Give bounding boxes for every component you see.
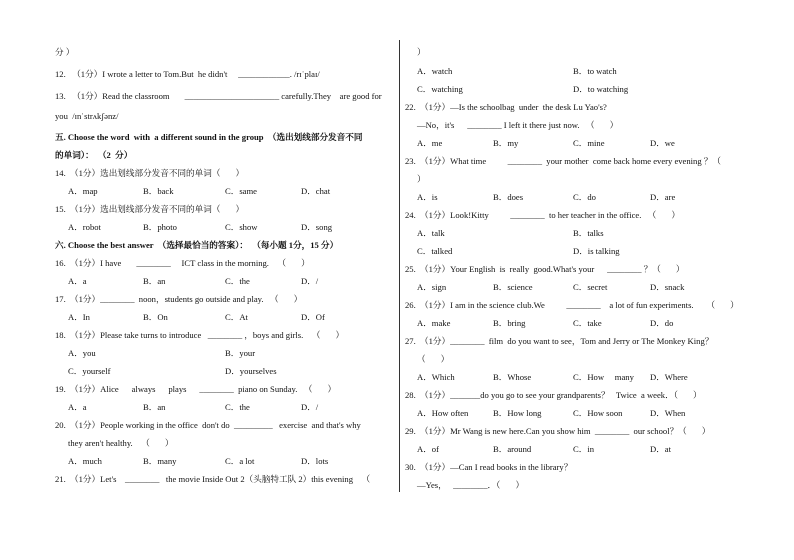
option-d: D．is talking xyxy=(573,246,620,256)
option-d: D．yourselves xyxy=(225,366,277,376)
option-c: C．At xyxy=(225,312,248,322)
question-14: 14. （1分）选出划线部分发音不同的单词（ ） xyxy=(55,168,245,178)
option-b: B．my xyxy=(493,138,519,148)
option-b: B．an xyxy=(143,276,166,286)
question-30: 30. （1分）—Can I read books in the library？ xyxy=(405,462,573,472)
option-c: C．yourself xyxy=(68,366,111,376)
option-d: D．song xyxy=(301,222,333,232)
question-23: 23. （1分）What time ________ your mother come back home every evening ？（ xyxy=(405,156,721,166)
option-a: A．me xyxy=(417,138,443,148)
option-a: A．map xyxy=(68,186,98,196)
option-b: B．many xyxy=(143,456,177,466)
option-a: A．In xyxy=(68,312,90,322)
option-d: D．do xyxy=(650,318,674,328)
text-line: （ ） xyxy=(417,354,450,364)
option-b: B．around xyxy=(493,444,532,454)
option-b: B．bring xyxy=(493,318,526,328)
option-c: C．the xyxy=(225,276,250,286)
option-d: D．Of xyxy=(301,312,325,322)
question-18: 18. （1分）Please take turns to introduce ________ ，boys and girls. （ ） xyxy=(55,330,345,340)
option-c: C．secret xyxy=(573,282,608,292)
question-12: 12. （1分）I wrote a letter to Tom.But he didn't ____________. /rɪˈplaɪ/ xyxy=(55,69,320,79)
option-c: C．in xyxy=(573,444,595,454)
option-d: D．lots xyxy=(301,456,329,466)
column-divider xyxy=(399,40,400,492)
option-b: B．science xyxy=(493,282,533,292)
question-15: 15. （1分）选出划线部分发音不同的单词（ ） xyxy=(55,204,245,214)
option-b: B．Whose xyxy=(493,372,532,382)
option-a: A．watch xyxy=(417,66,453,76)
question-28: 28. （1分）_______do you go to see your grandparents？ Twice a week．（ ） xyxy=(405,390,702,400)
option-c: C．same xyxy=(225,186,257,196)
question-25: 25. （1分）Your English is really good.What's your ________ ？（ ） xyxy=(405,264,685,274)
question-20: 20. （1分）People working in the office don't do _________ exercise and that's why xyxy=(55,420,361,430)
option-d: D．snack xyxy=(650,282,685,292)
text-line: ） xyxy=(417,47,426,57)
option-b: B．your xyxy=(225,348,256,358)
section-5-heading-cont: 的单词）： （2 分） xyxy=(55,150,133,160)
option-d: D．When xyxy=(650,408,686,418)
question-17: 17. （1分）________ noon，students go outside and play. （ ） xyxy=(55,294,303,304)
text-line: 分 ） xyxy=(55,47,75,57)
option-a: A．you xyxy=(68,348,96,358)
text-line: you /ɪnˈstrʌkʃənz/ xyxy=(55,111,119,121)
option-c: C．How many xyxy=(573,372,634,382)
option-c: C．a lot xyxy=(225,456,255,466)
option-c: C．show xyxy=(225,222,258,232)
option-a: A．sign xyxy=(417,282,447,292)
option-b: B．talks xyxy=(573,228,604,238)
option-c: C．watching xyxy=(417,84,463,94)
question-26: 26. （1分）I am in the science club.We ________ a lot of fun experiments. （ ） xyxy=(405,300,739,310)
option-c: C．talked xyxy=(417,246,453,256)
option-d: D．we xyxy=(650,138,675,148)
option-d: D．/ xyxy=(301,276,319,286)
question-21: 21. （1分）Let's ________ the movie Inside Out 2（头脑特工队 2）this evening （ xyxy=(55,474,371,484)
option-d: D．to watching xyxy=(573,84,629,94)
option-a: A．a xyxy=(68,402,87,412)
option-a: A．a xyxy=(68,276,87,286)
question-13: 13. （1分）Read the classroom ______________________ carefully.They are good for xyxy=(55,91,382,101)
section-5-heading: 五. Choose the word with a different sound in the group （选出划线部分发音不同 xyxy=(55,132,363,142)
option-a: A．Which xyxy=(417,372,455,382)
option-d: D．are xyxy=(650,192,676,202)
option-d: D．at xyxy=(650,444,672,454)
section-6-heading: 六. Choose the best answer （选择最恰当的答案）： （每小题 1分，15 分） xyxy=(55,240,339,250)
question-22: 22. （1分）—Is the schoolbag under the desk Lu Yao's? xyxy=(405,102,607,112)
option-b: B．On xyxy=(143,312,168,322)
option-a: A．of xyxy=(417,444,439,454)
option-d: D．/ xyxy=(301,402,319,412)
option-a: A．robot xyxy=(68,222,101,232)
option-c: C．do xyxy=(573,192,596,202)
question-16: 16. （1分）I have ________ ICT class in the morning. （ ） xyxy=(55,258,310,268)
option-a: A．much xyxy=(68,456,102,466)
option-a: A．talk xyxy=(417,228,445,238)
text-line: —Yes， ________．（ ） xyxy=(417,480,525,490)
option-c: C．the xyxy=(225,402,250,412)
option-b: B．does xyxy=(493,192,524,202)
question-27: 27. （1分）________ film do you want to see，Tom and Jerry or The Monkey King？ xyxy=(405,336,714,346)
option-c: C．How soon xyxy=(573,408,623,418)
option-b: B．back xyxy=(143,186,174,196)
option-d: D．Where xyxy=(650,372,688,382)
option-b: B．How long xyxy=(493,408,542,418)
question-29: 29. （1分）Mr Wang is new here.Can you show him ________ our school？（ ） xyxy=(405,426,711,436)
question-19: 19. （1分）Alice always plays ________ piano on Sunday. （ ） xyxy=(55,384,337,394)
option-a: A．How often xyxy=(417,408,469,418)
option-a: A．is xyxy=(417,192,438,202)
option-b: B．photo xyxy=(143,222,177,232)
option-c: C．take xyxy=(573,318,602,328)
question-24: 24. （1分）Look!Kitty ________ to her teacher in the office. （ ） xyxy=(405,210,681,220)
option-b: B．an xyxy=(143,402,166,412)
text-line: they aren't healthy. （ ） xyxy=(68,438,174,448)
option-d: D．chat xyxy=(301,186,331,196)
text-line: —No，it's ________ I left it there just now. （ ） xyxy=(417,120,619,130)
option-b: B．to watch xyxy=(573,66,617,76)
text-line: ） xyxy=(417,174,426,184)
option-a: A．make xyxy=(417,318,451,328)
option-c: C．mine xyxy=(573,138,605,148)
